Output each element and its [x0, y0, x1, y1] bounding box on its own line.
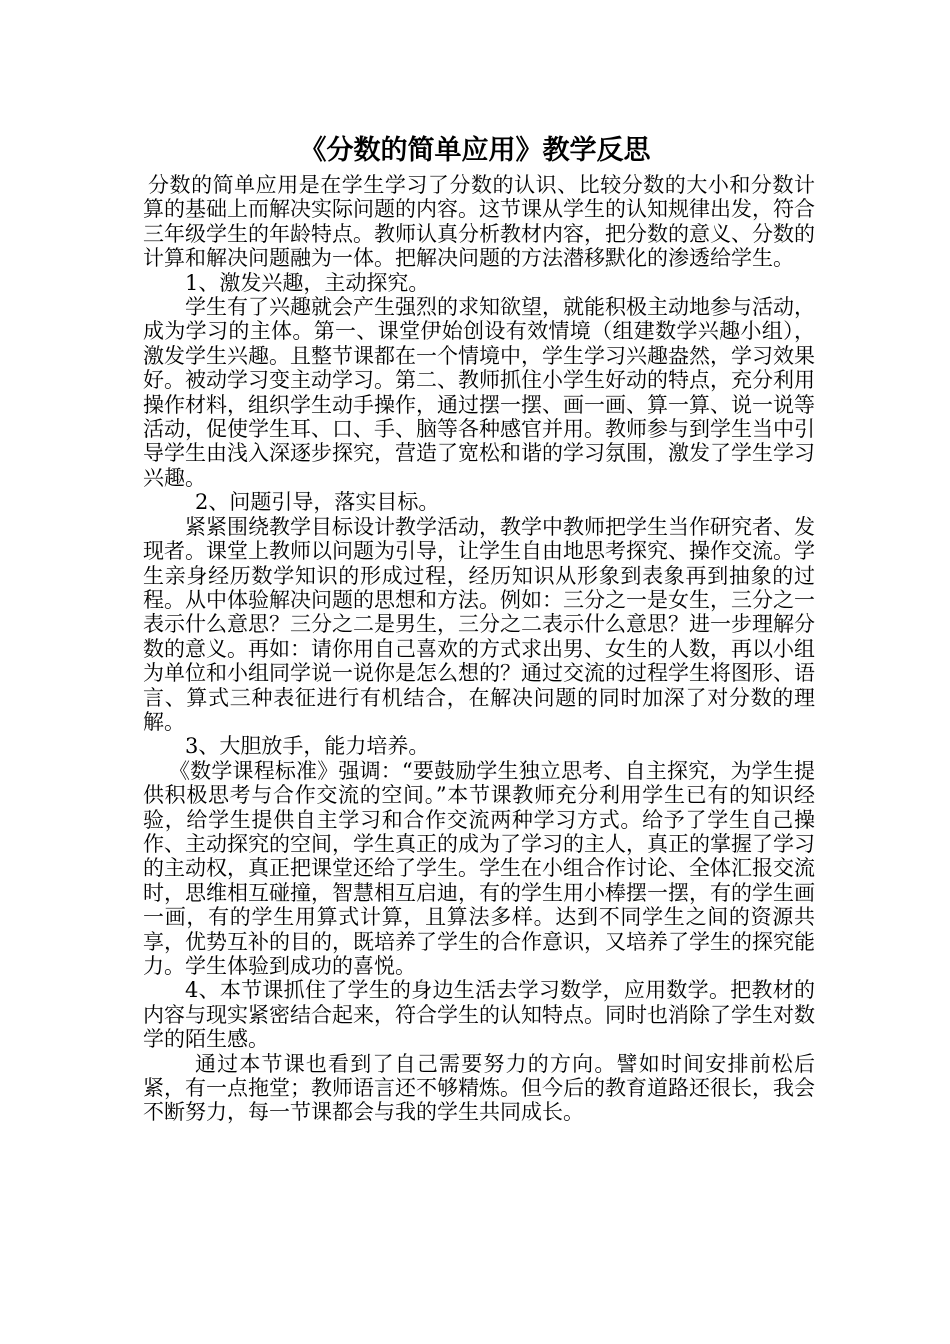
closing-paragraph: 通过本节课也看到了自己需要努力的方向。譬如时间安排前松后紧，有一点拖堂；教师语言还不够精炼。但今后的教育道路还很长，我会不断努力，每一节课都会与我的学生共同成长。 — [143, 1051, 815, 1125]
document-body — [143, 173, 815, 1125]
section-paragraph-2: 紧紧围绕教学目标设计教学活动，教学中教师把学生当作研究者、发现者。课堂上教师以问题为引导，让学生自由地思考探究、操作交流。学生亲身经历数学知识的形成过程，经历知识从形象到表象再到抽象的过程。从中体验解决问题的思想和方法。例如：三分之一是女生，三分之一表示什么意思？三分之二是男生，三分之二表示什么意思？进一步理解分数的意义。再如：请你用自己喜欢的方式求出男、女生的人数，再以小组为单位和小组同学说一说你是怎么想的？通过交流的过程学生将图形、语言、算式三种表征进行有机结合，在解决问题的同时加深了对分数的理解。 — [143, 514, 815, 734]
intro-paragraph: 分数的简单应用是在学生学习了分数的认识、比较分数的大小和分数计算的基础上而解决实际问题的内容。这节课从学生的认知规律出发，符合三年级学生的年龄特点。教师认真分析教材内容，把分数的意义、分数的计算和解决问题融为一体。把解决问题的方法潜移默化的渗透给学生。 — [143, 173, 815, 271]
document-title: 《分数的简单应用》教学反思 — [299, 135, 651, 166]
section-heading-3: 3、大胆放手，能力培养。 — [185, 734, 430, 759]
section-heading-2: 2、问题引导，落实目标。 — [195, 490, 440, 515]
section-paragraph-4: 4、本节课抓住了学生的身边生活去学习数学，应用数学。把教材的内容与现实紧密结合起来，符合学生的认知特点。同时也消除了学生对数学的陌生感。 — [143, 978, 815, 1052]
section-heading-1: 1、激发兴趣，主动探究。 — [185, 270, 430, 295]
section-paragraph-1: 学生有了兴趣就会产生强烈的求知欲望，就能积极主动地参与活动，成为学习的主体。第一、课堂伊始创设有效情境（组建数学兴趣小组），激发学生兴趣。且整节课都在一个情境中，学生学习兴趣盎然，学习效果好。被动学习变主动学习。第二、教师抓住小学生好动的特点，充分利用操作材料，组织学生动手操作，通过摆一摆、画一画、算一算、说一说等活动，促使学生耳、口、手、脑等各种感官并用。教师参与到学生当中引导学生由浅入深逐步探究，营造了宽松和谐的学习氛围，激发了学生学习兴趣。 — [143, 295, 815, 490]
section-paragraph-3: 《数学课程标准》强调：“要鼓励学生独立思考、自主探究，为学生提供积极思考与合作交流的空间。”本节课教师充分利用学生已有的知识经验，给学生提供自主学习和合作交流两种学习方式。给予了学生自己操作、主动探究的空间，学生真正的成为了学习的主人，真正的掌握了学习的主动权，真正把课堂还给了学生。学生在小组合作讨论、全体汇报交流时，思维相互碰撞，智慧相互启迪，有的学生用小棒摆一摆，有的学生画一画，有的学生用算式计算，且算法多样。达到不同学生之间的资源共享，优势互补的目的，既培养了学生的合作意识，又培养了学生的探究能力。学生体验到成功的喜悦。 — [143, 758, 815, 978]
